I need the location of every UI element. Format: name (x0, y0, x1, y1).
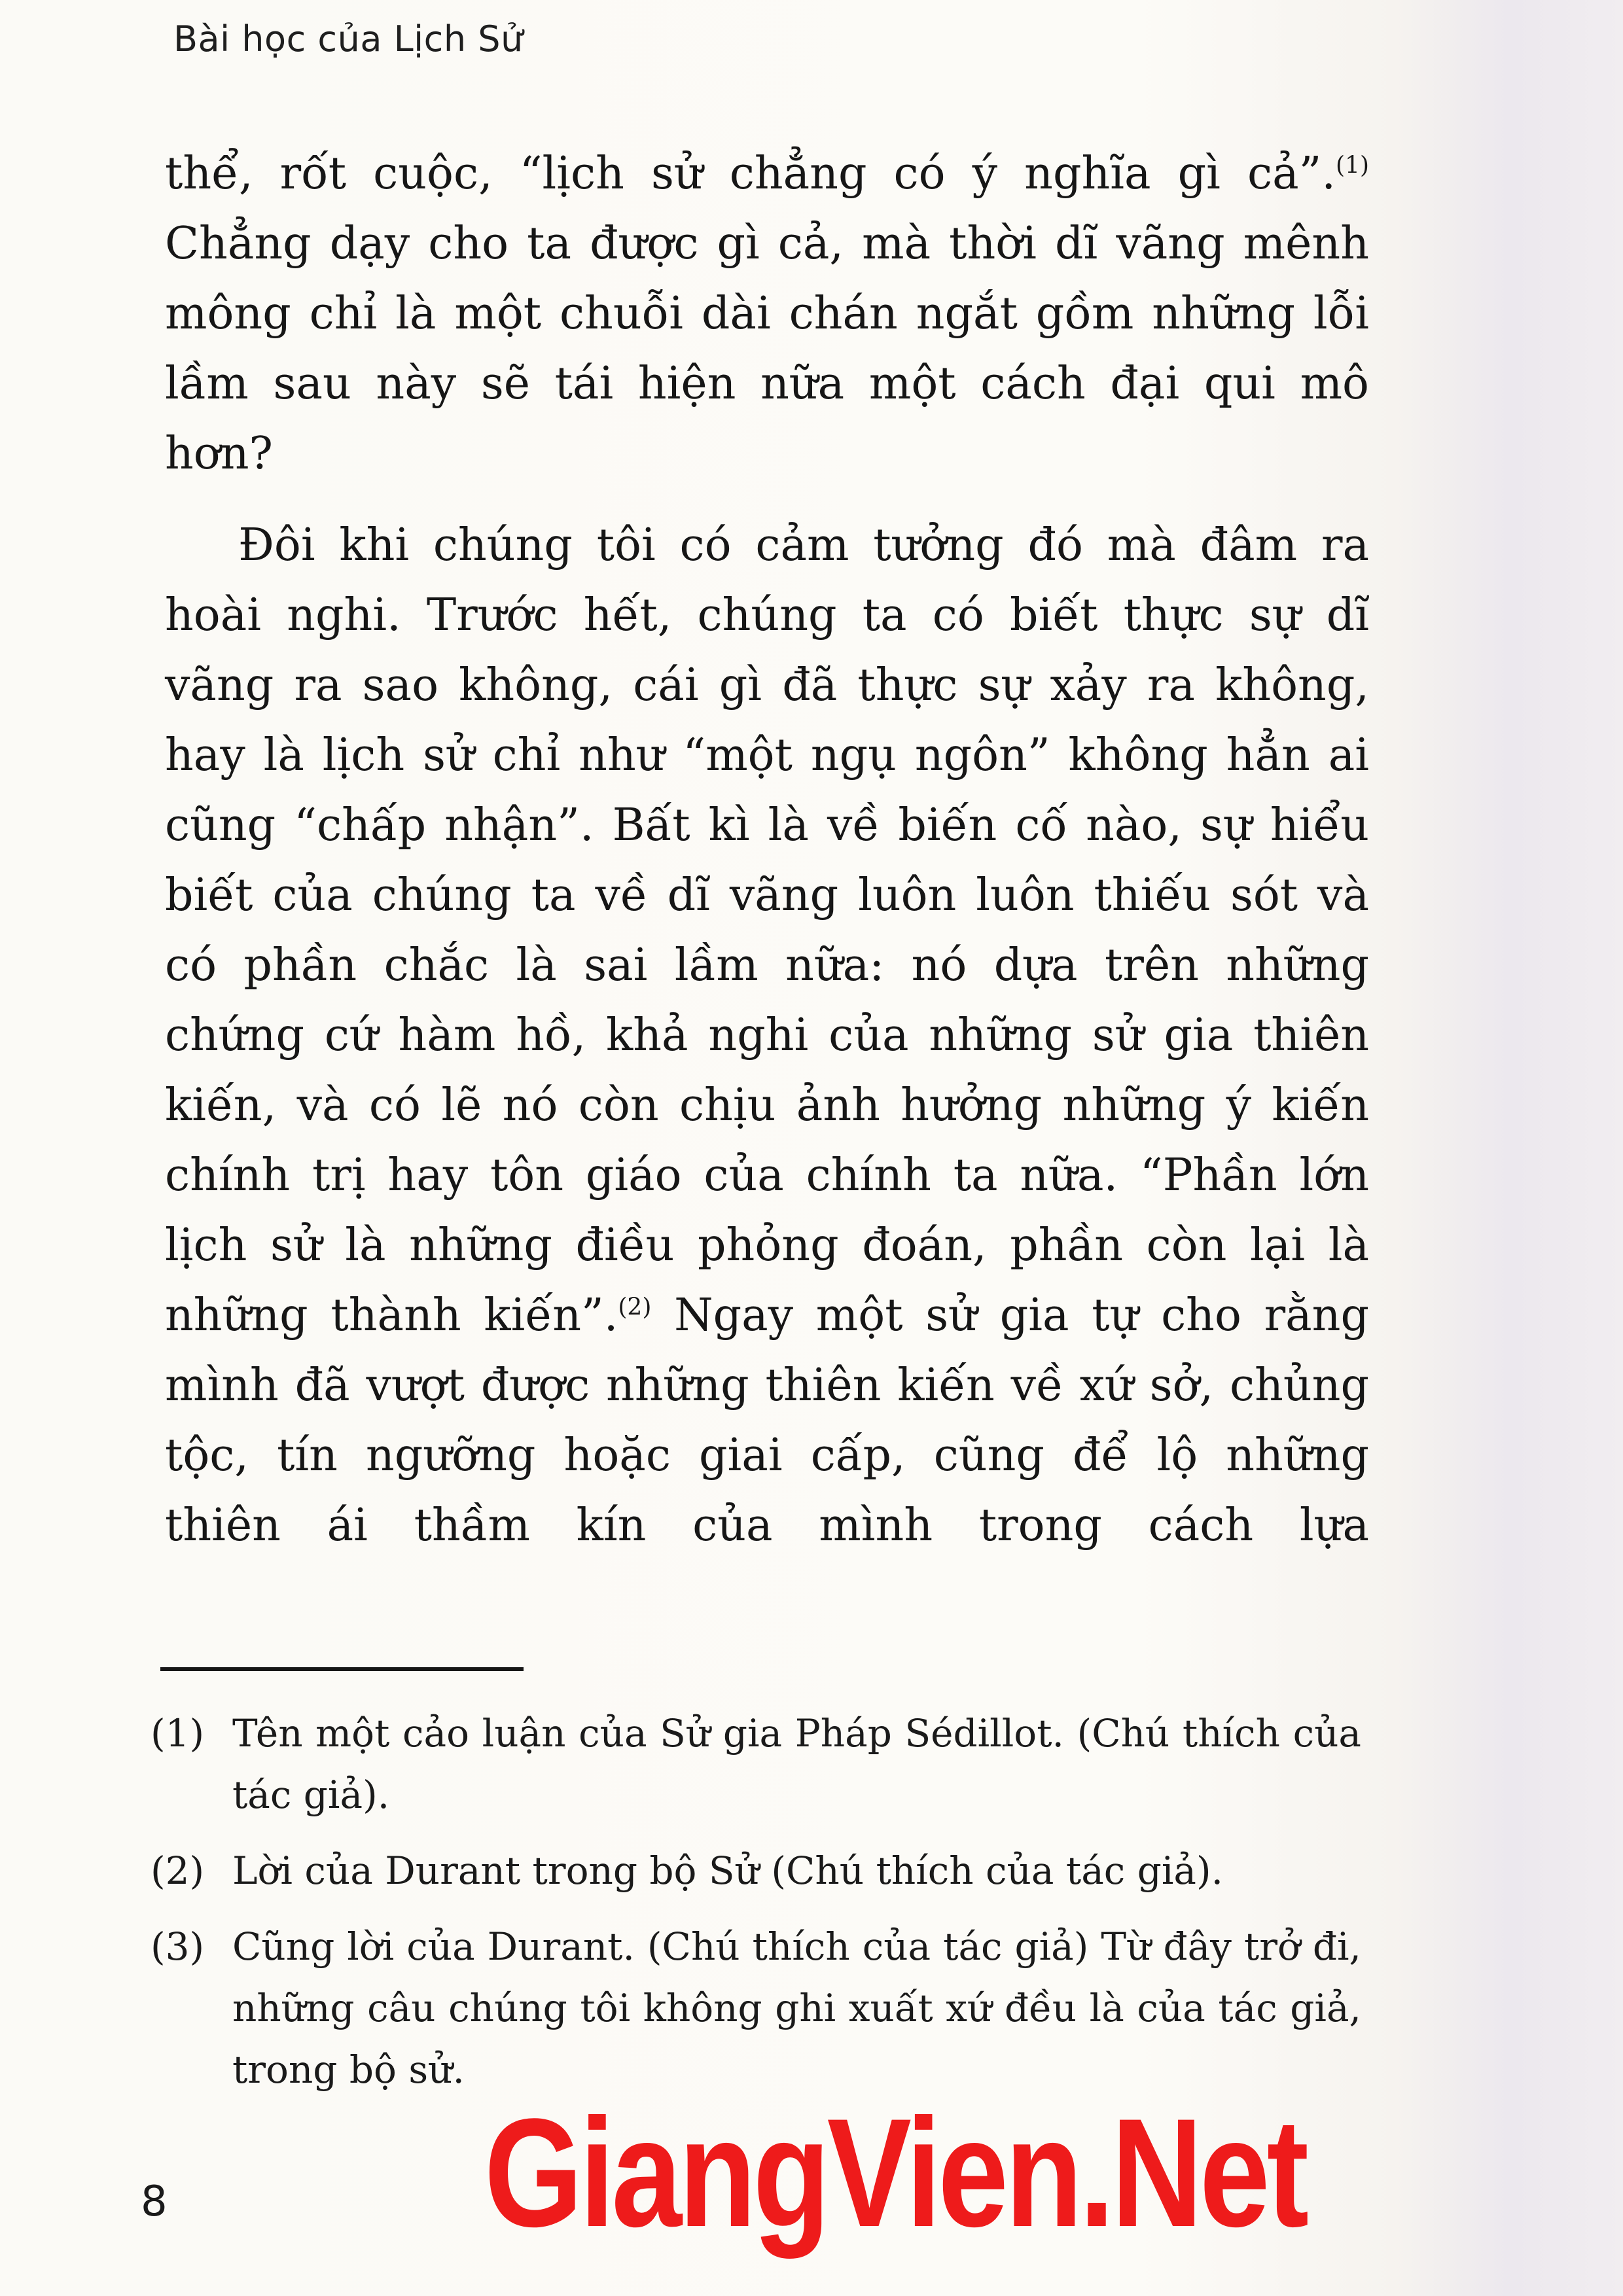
footnote-2 (151, 1840, 1361, 1901)
footnote-text: Tên một cảo luận của Sử gia Pháp Sédillot. (Chú thích của tác giả). (232, 1711, 1361, 1817)
paragraph-2 (165, 510, 1369, 1561)
footnote-ref-2: (2) (618, 1294, 652, 1321)
footnote-3 (151, 1916, 1361, 2100)
body-text (165, 139, 1369, 1561)
footnote-ref-1: (1) (1336, 152, 1369, 179)
paragraph-2-part-2: Ngay một sử gia tự cho rằng mình đã vượt được những thiên kiến về xứ sở, chủng tộc, tín ngưỡng hoặc giai cấp, cũng để lộ những thiên ái thầm kín của mình trong cách lựa (165, 1290, 1369, 1551)
footnote-number: (2) (151, 1848, 205, 1893)
paragraph-2-part-1: Đôi khi chúng tôi có cảm tưởng đó mà đâm ra hoài nghi. Trước hết, chúng ta có biết thực sự dĩ vãng ra sao không, cái gì đã thực sự xảy ra không, hay là lịch sử chỉ như “một ngụ ngôn” không hẳn ai cũng “chấp nhận”. Bất kì là về biến cố nào, sự hiểu biết của chúng ta về dĩ vãng luôn luôn thiếu sót và có phần chắc là sai lầm nữa: nó dựa trên những chứng cứ hàm hồ, khả nghi của những sử gia thiên kiến, và có lẽ nó còn chịu ảnh hưởng những ý kiến chính trị hay tôn giáo của chính ta nữa. “Phần lớn lịch sử là những điều phỏng đoán, phần còn lại là những thành kiến”. (165, 520, 1369, 1341)
footnote-number: (1) (151, 1711, 205, 1756)
paragraph-1-text: thể, rốt cuộc, “lịch sử chẳng có ý nghĩa gì cả”. (165, 148, 1336, 200)
paragraph-1-continuation: Chẳng dạy cho ta được gì cả, mà thời dĩ vãng mênh mông chỉ là một chuỗi dài chán ngắt gồm những lỗi lầm sau này sẽ tái hiện nữa một cách đại qui mô hơn? (165, 218, 1369, 480)
footnote-number: (3) (151, 1924, 205, 1969)
page-number: 8 (141, 2178, 168, 2226)
running-title: Bài học của Lịch Sử (173, 18, 524, 60)
footnote-text: Cũng lời của Durant. (Chú thích của tác giả) Từ đây trở đi, những câu chúng tôi không ghi xuất xứ đều là của tác giả, trong bộ sử. (232, 1924, 1361, 2092)
footnote-1 (151, 1703, 1361, 1826)
footnote-divider (160, 1667, 524, 1671)
paragraph-1 (165, 139, 1369, 489)
footnotes (151, 1703, 1361, 2115)
watermark-logo: GiangVien.Net (484, 2087, 1306, 2259)
footnote-text: Lời của Durant trong bộ Sử (Chú thích của tác giả). (232, 1848, 1224, 1893)
